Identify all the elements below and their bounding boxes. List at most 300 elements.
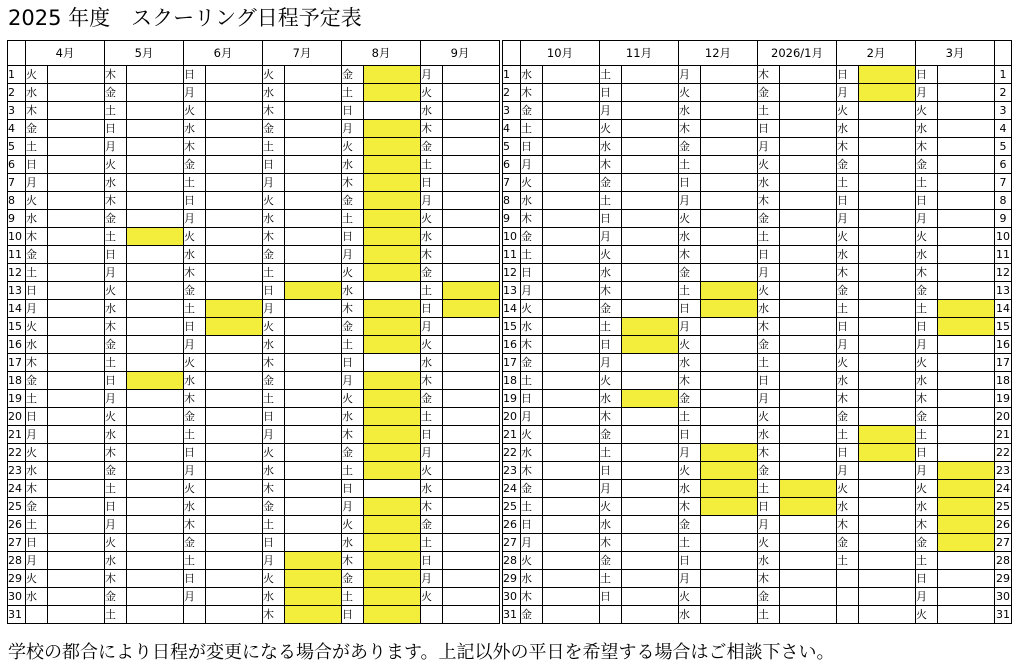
schedule-cell: [285, 300, 342, 318]
day-number: 23: [8, 462, 26, 480]
schedule-cell: [622, 498, 679, 516]
weekday-cell: 水: [421, 102, 443, 120]
weekday-cell: 日: [421, 300, 443, 318]
schedule-cell: [48, 318, 105, 336]
weekday-cell: 木: [521, 336, 543, 354]
day-number: 11: [503, 246, 521, 264]
day-number-right: 24: [995, 480, 1012, 498]
schedule-cell: [443, 66, 500, 84]
schedule-cell: [127, 444, 184, 462]
weekday-cell: 土: [342, 588, 364, 606]
weekday-cell: 土: [837, 174, 859, 192]
day-number: 24: [8, 480, 26, 498]
schedule-cell: [543, 174, 600, 192]
weekday-cell: 月: [837, 210, 859, 228]
weekday-cell: 火: [263, 66, 285, 84]
weekday-cell: 火: [26, 192, 48, 210]
weekday-cell: 水: [679, 606, 701, 624]
weekday-cell: 木: [184, 390, 206, 408]
weekday-cell: 日: [26, 282, 48, 300]
schedule-cell: [859, 462, 916, 480]
schedule-cell: [206, 66, 263, 84]
weekday-cell: [837, 588, 859, 606]
weekday-cell: 月: [26, 426, 48, 444]
day-number: 9: [503, 210, 521, 228]
weekday-cell: 日: [263, 534, 285, 552]
weekday-cell: 金: [26, 246, 48, 264]
schedule-cell: [780, 372, 837, 390]
schedule-cell: [543, 444, 600, 462]
day-number-right: 18: [995, 372, 1012, 390]
schedule-cell: [127, 84, 184, 102]
weekday-cell: 金: [26, 498, 48, 516]
day-number: 3: [8, 102, 26, 120]
schedule-cell: [206, 282, 263, 300]
weekday-cell: 日: [837, 66, 859, 84]
schedule-cell: [285, 84, 342, 102]
weekday-cell: 水: [26, 462, 48, 480]
weekday-cell: 日: [679, 300, 701, 318]
day-number-right: 20: [995, 408, 1012, 426]
schedule-cell: [701, 606, 758, 624]
schedule-cell: [701, 84, 758, 102]
month-header: 10月: [521, 41, 600, 66]
weekday-cell: 木: [600, 534, 622, 552]
weekday-cell: 金: [679, 138, 701, 156]
weekday-cell: 月: [263, 300, 285, 318]
weekday-cell: 土: [679, 408, 701, 426]
schedule-cell: [443, 228, 500, 246]
day-number: 16: [503, 336, 521, 354]
weekday-cell: [421, 606, 443, 624]
weekday-cell: 金: [105, 336, 127, 354]
day-row: [8, 426, 1012, 444]
weekday-cell: 日: [105, 498, 127, 516]
weekday-cell: 水: [679, 354, 701, 372]
weekday-cell: 金: [263, 498, 285, 516]
schedule-cell: [48, 444, 105, 462]
schedule-cell: [780, 300, 837, 318]
day-number: 17: [8, 354, 26, 372]
schedule-cell: [543, 408, 600, 426]
weekday-cell: 月: [184, 462, 206, 480]
schedule-cell: [285, 318, 342, 336]
weekday-cell: 月: [263, 426, 285, 444]
schedule-cell: [443, 84, 500, 102]
weekday-cell: 金: [26, 120, 48, 138]
schedule-cell: [285, 534, 342, 552]
day-number: 21: [8, 426, 26, 444]
weekday-cell: 木: [421, 246, 443, 264]
schedule-cell: [206, 228, 263, 246]
weekday-cell: 日: [916, 444, 938, 462]
weekday-cell: 日: [758, 498, 780, 516]
weekday-cell: 木: [342, 426, 364, 444]
schedule-cell: [364, 282, 421, 300]
schedule-cell: [206, 84, 263, 102]
weekday-cell: 木: [342, 300, 364, 318]
day-row: [8, 120, 1012, 138]
schedule-cell: [48, 354, 105, 372]
schedule-cell: [443, 444, 500, 462]
weekday-cell: 金: [916, 534, 938, 552]
weekday-cell: 水: [421, 228, 443, 246]
weekday-cell: 日: [342, 102, 364, 120]
weekday-cell: 月: [758, 138, 780, 156]
weekday-cell: 土: [837, 552, 859, 570]
day-number: 6: [503, 156, 521, 174]
schedule-cell: [543, 426, 600, 444]
day-number: 8: [8, 192, 26, 210]
schooling-day-marker: [364, 498, 421, 516]
day-number-right: 2: [995, 84, 1012, 102]
day-number: 1: [8, 66, 26, 84]
weekday-cell: 月: [342, 372, 364, 390]
month-header: 2月: [837, 41, 916, 66]
schedule-cell: [859, 336, 916, 354]
schedule-cell: [285, 462, 342, 480]
schedule-cell: [859, 246, 916, 264]
schedule-cell: [701, 228, 758, 246]
day-row: [8, 66, 1012, 84]
schooling-day-marker: [364, 318, 421, 336]
schedule-cell: [701, 192, 758, 210]
schedule-cell: [701, 264, 758, 282]
weekday-cell: 月: [184, 588, 206, 606]
day-number: 19: [8, 390, 26, 408]
schedule-cell: [543, 480, 600, 498]
schedule-cell: [859, 210, 916, 228]
weekday-cell: 水: [600, 138, 622, 156]
weekday-cell: 日: [421, 174, 443, 192]
day-number: 13: [8, 282, 26, 300]
day-number-right: 4: [995, 120, 1012, 138]
weekday-cell: 土: [421, 408, 443, 426]
weekday-cell: 月: [758, 264, 780, 282]
month-header: 8月: [342, 41, 421, 66]
weekday-cell: 木: [105, 192, 127, 210]
weekday-cell: 火: [26, 66, 48, 84]
schedule-cell: [701, 516, 758, 534]
schedule-cell: [285, 516, 342, 534]
schedule-cell: [938, 426, 995, 444]
weekday-cell: 水: [837, 120, 859, 138]
weekday-cell: 金: [758, 462, 780, 480]
weekday-cell: 火: [600, 372, 622, 390]
schedule-cell: [48, 588, 105, 606]
weekday-cell: 火: [679, 84, 701, 102]
weekday-cell: 月: [521, 282, 543, 300]
schedule-cell: [206, 138, 263, 156]
weekday-cell: 日: [184, 444, 206, 462]
weekday-cell: 火: [521, 552, 543, 570]
schedule-cell: [206, 462, 263, 480]
schooling-day-marker: [364, 462, 421, 480]
weekday-cell: 木: [600, 408, 622, 426]
schedule-cell: [938, 84, 995, 102]
weekday-cell: 月: [105, 138, 127, 156]
schedule-cell: [938, 282, 995, 300]
day-number: 31: [503, 606, 521, 624]
schedule-cell: [780, 246, 837, 264]
weekday-cell: 月: [26, 174, 48, 192]
weekday-cell: 火: [342, 138, 364, 156]
day-number: 24: [503, 480, 521, 498]
weekday-cell: 土: [26, 138, 48, 156]
schedule-cell: [206, 246, 263, 264]
day-number-right: 3: [995, 102, 1012, 120]
schooling-day-marker: [364, 444, 421, 462]
weekday-cell: 火: [837, 102, 859, 120]
schooling-day-marker: [364, 84, 421, 102]
schedule-cell: [127, 300, 184, 318]
weekday-cell: 木: [916, 390, 938, 408]
weekday-cell: 木: [521, 210, 543, 228]
schedule-cell: [127, 480, 184, 498]
schedule-cell: [443, 120, 500, 138]
schedule-cell: [364, 102, 421, 120]
weekday-cell: 木: [105, 66, 127, 84]
schedule-cell: [622, 84, 679, 102]
day-row: [8, 516, 1012, 534]
schedule-cell: [543, 588, 600, 606]
schedule-cell: [938, 390, 995, 408]
schedule-cell: [48, 606, 105, 624]
day-row: [8, 210, 1012, 228]
weekday-cell: 土: [26, 516, 48, 534]
weekday-cell: 水: [26, 84, 48, 102]
weekday-cell: 木: [837, 390, 859, 408]
weekday-cell: 木: [105, 444, 127, 462]
weekday-cell: 金: [758, 336, 780, 354]
schedule-cell: [285, 66, 342, 84]
weekday-cell: 金: [837, 282, 859, 300]
schedule-cell: [364, 480, 421, 498]
weekday-cell: 火: [184, 480, 206, 498]
schedule-cell: [285, 192, 342, 210]
day-number: 23: [503, 462, 521, 480]
day-row: [8, 552, 1012, 570]
schedule-cell: [48, 300, 105, 318]
schooling-day-marker: [622, 390, 679, 408]
schedule-cell: [127, 570, 184, 588]
weekday-cell: 土: [263, 138, 285, 156]
month-header: 11月: [600, 41, 679, 66]
weekday-cell: 火: [105, 156, 127, 174]
schedule-cell: [859, 318, 916, 336]
schooling-day-marker: [938, 516, 995, 534]
schedule-cell: [206, 390, 263, 408]
day-row: [8, 318, 1012, 336]
schedule-cell: [206, 264, 263, 282]
schedule-cell: [859, 354, 916, 372]
weekday-cell: 金: [26, 372, 48, 390]
schedule-cell: [443, 102, 500, 120]
schedule-cell: [206, 408, 263, 426]
day-number: 6: [8, 156, 26, 174]
weekday-cell: 水: [679, 228, 701, 246]
schedule-cell: [285, 354, 342, 372]
weekday-cell: 金: [521, 228, 543, 246]
weekday-cell: 木: [263, 354, 285, 372]
day-number-right: 17: [995, 354, 1012, 372]
schedule-cell: [780, 444, 837, 462]
weekday-cell: 日: [26, 534, 48, 552]
weekday-cell: 日: [916, 318, 938, 336]
weekday-cell: 日: [758, 372, 780, 390]
weekday-cell: 月: [342, 120, 364, 138]
schooling-day-marker: [364, 246, 421, 264]
schedule-cell: [701, 552, 758, 570]
schedule-cell: [780, 426, 837, 444]
schedule-cell: [206, 354, 263, 372]
weekday-cell: 土: [521, 372, 543, 390]
day-number: 31: [8, 606, 26, 624]
weekday-cell: 土: [105, 228, 127, 246]
weekday-cell: 火: [600, 498, 622, 516]
schedule-cell: [206, 192, 263, 210]
schedule-cell: [127, 408, 184, 426]
weekday-cell: 土: [758, 606, 780, 624]
day-row: [8, 480, 1012, 498]
day-number-right: 6: [995, 156, 1012, 174]
weekday-cell: 火: [421, 210, 443, 228]
weekday-cell: 土: [184, 426, 206, 444]
weekday-cell: 火: [600, 246, 622, 264]
schedule-cell: [127, 174, 184, 192]
weekday-cell: 木: [184, 516, 206, 534]
schedule-cell: [938, 588, 995, 606]
weekday-cell: 金: [837, 156, 859, 174]
schedule-cell: [622, 156, 679, 174]
schedule-cell: [443, 246, 500, 264]
schedule-cell: [285, 138, 342, 156]
weekday-cell: 金: [916, 408, 938, 426]
schedule-cell: [859, 372, 916, 390]
schedule-cell: [443, 516, 500, 534]
schedule-cell: [443, 354, 500, 372]
schedule-cell: [206, 426, 263, 444]
weekday-cell: 火: [837, 354, 859, 372]
schooling-day-marker: [859, 444, 916, 462]
weekday-cell: 月: [600, 228, 622, 246]
day-number-right: 30: [995, 588, 1012, 606]
schedule-cell: [859, 588, 916, 606]
schedule-cell: [543, 606, 600, 624]
schedule-cell: [543, 318, 600, 336]
weekday-cell: 火: [263, 318, 285, 336]
day-number: 1: [503, 66, 521, 84]
schedule-cell: [206, 120, 263, 138]
schooling-day-marker: [701, 282, 758, 300]
weekday-cell: 金: [600, 174, 622, 192]
schedule-cell: [780, 318, 837, 336]
day-number: 13: [503, 282, 521, 300]
weekday-cell: 水: [26, 210, 48, 228]
schedule-cell: [780, 102, 837, 120]
schedule-cell: [780, 264, 837, 282]
schedule-cell: [543, 84, 600, 102]
schedule-cell: [443, 480, 500, 498]
weekday-cell: 金: [263, 246, 285, 264]
day-number-right: 28: [995, 552, 1012, 570]
schedule-cell: [780, 462, 837, 480]
schedule-cell: [48, 336, 105, 354]
weekday-cell: 月: [105, 264, 127, 282]
weekday-cell: 土: [916, 552, 938, 570]
weekday-cell: 火: [421, 588, 443, 606]
weekday-cell: 火: [600, 120, 622, 138]
month-header: 12月: [679, 41, 758, 66]
schedule-cell: [859, 264, 916, 282]
weekday-cell: 木: [521, 462, 543, 480]
weekday-cell: 木: [105, 570, 127, 588]
schooling-day-marker: [364, 426, 421, 444]
weekday-cell: 土: [837, 426, 859, 444]
schedule-cell: [938, 372, 995, 390]
day-number-right: 9: [995, 210, 1012, 228]
weekday-cell: 土: [679, 282, 701, 300]
day-number-right: 11: [995, 246, 1012, 264]
weekday-cell: 水: [184, 120, 206, 138]
weekday-cell: 木: [916, 264, 938, 282]
day-number-right: 1: [995, 66, 1012, 84]
day-number: 14: [503, 300, 521, 318]
weekday-cell: 水: [184, 498, 206, 516]
weekday-cell: 金: [679, 264, 701, 282]
schooling-day-marker: [364, 534, 421, 552]
day-number: 5: [8, 138, 26, 156]
schedule-cell: [859, 156, 916, 174]
weekday-cell: 水: [521, 66, 543, 84]
schedule-cell: [285, 120, 342, 138]
weekday-cell: 月: [263, 552, 285, 570]
day-number: 26: [8, 516, 26, 534]
day-number: 30: [8, 588, 26, 606]
weekday-cell: 火: [342, 516, 364, 534]
header-day-corner: [8, 41, 26, 66]
weekday-cell: 金: [679, 390, 701, 408]
schedule-cell: [701, 336, 758, 354]
schedule-cell: [859, 174, 916, 192]
schedule-cell: [543, 300, 600, 318]
day-row: [8, 156, 1012, 174]
weekday-cell: 金: [184, 408, 206, 426]
weekday-cell: 水: [837, 246, 859, 264]
day-row: [8, 228, 1012, 246]
weekday-cell: 火: [521, 174, 543, 192]
day-number: 25: [503, 498, 521, 516]
weekday-cell: 水: [758, 174, 780, 192]
weekday-cell: 水: [521, 444, 543, 462]
weekday-cell: 土: [184, 174, 206, 192]
day-number: 5: [503, 138, 521, 156]
weekday-cell: 木: [837, 264, 859, 282]
weekday-cell: 日: [837, 192, 859, 210]
schedule-cell: [206, 552, 263, 570]
weekday-cell: [184, 606, 206, 624]
weekday-cell: 月: [421, 66, 443, 84]
weekday-cell: 日: [600, 336, 622, 354]
schedule-cell: [859, 138, 916, 156]
schedule-cell: [206, 588, 263, 606]
day-number-right: 26: [995, 516, 1012, 534]
schedule-cell: [859, 606, 916, 624]
weekday-cell: 土: [679, 156, 701, 174]
schedule-cell: [285, 498, 342, 516]
schooling-day-marker: [364, 192, 421, 210]
schedule-cell: [48, 390, 105, 408]
